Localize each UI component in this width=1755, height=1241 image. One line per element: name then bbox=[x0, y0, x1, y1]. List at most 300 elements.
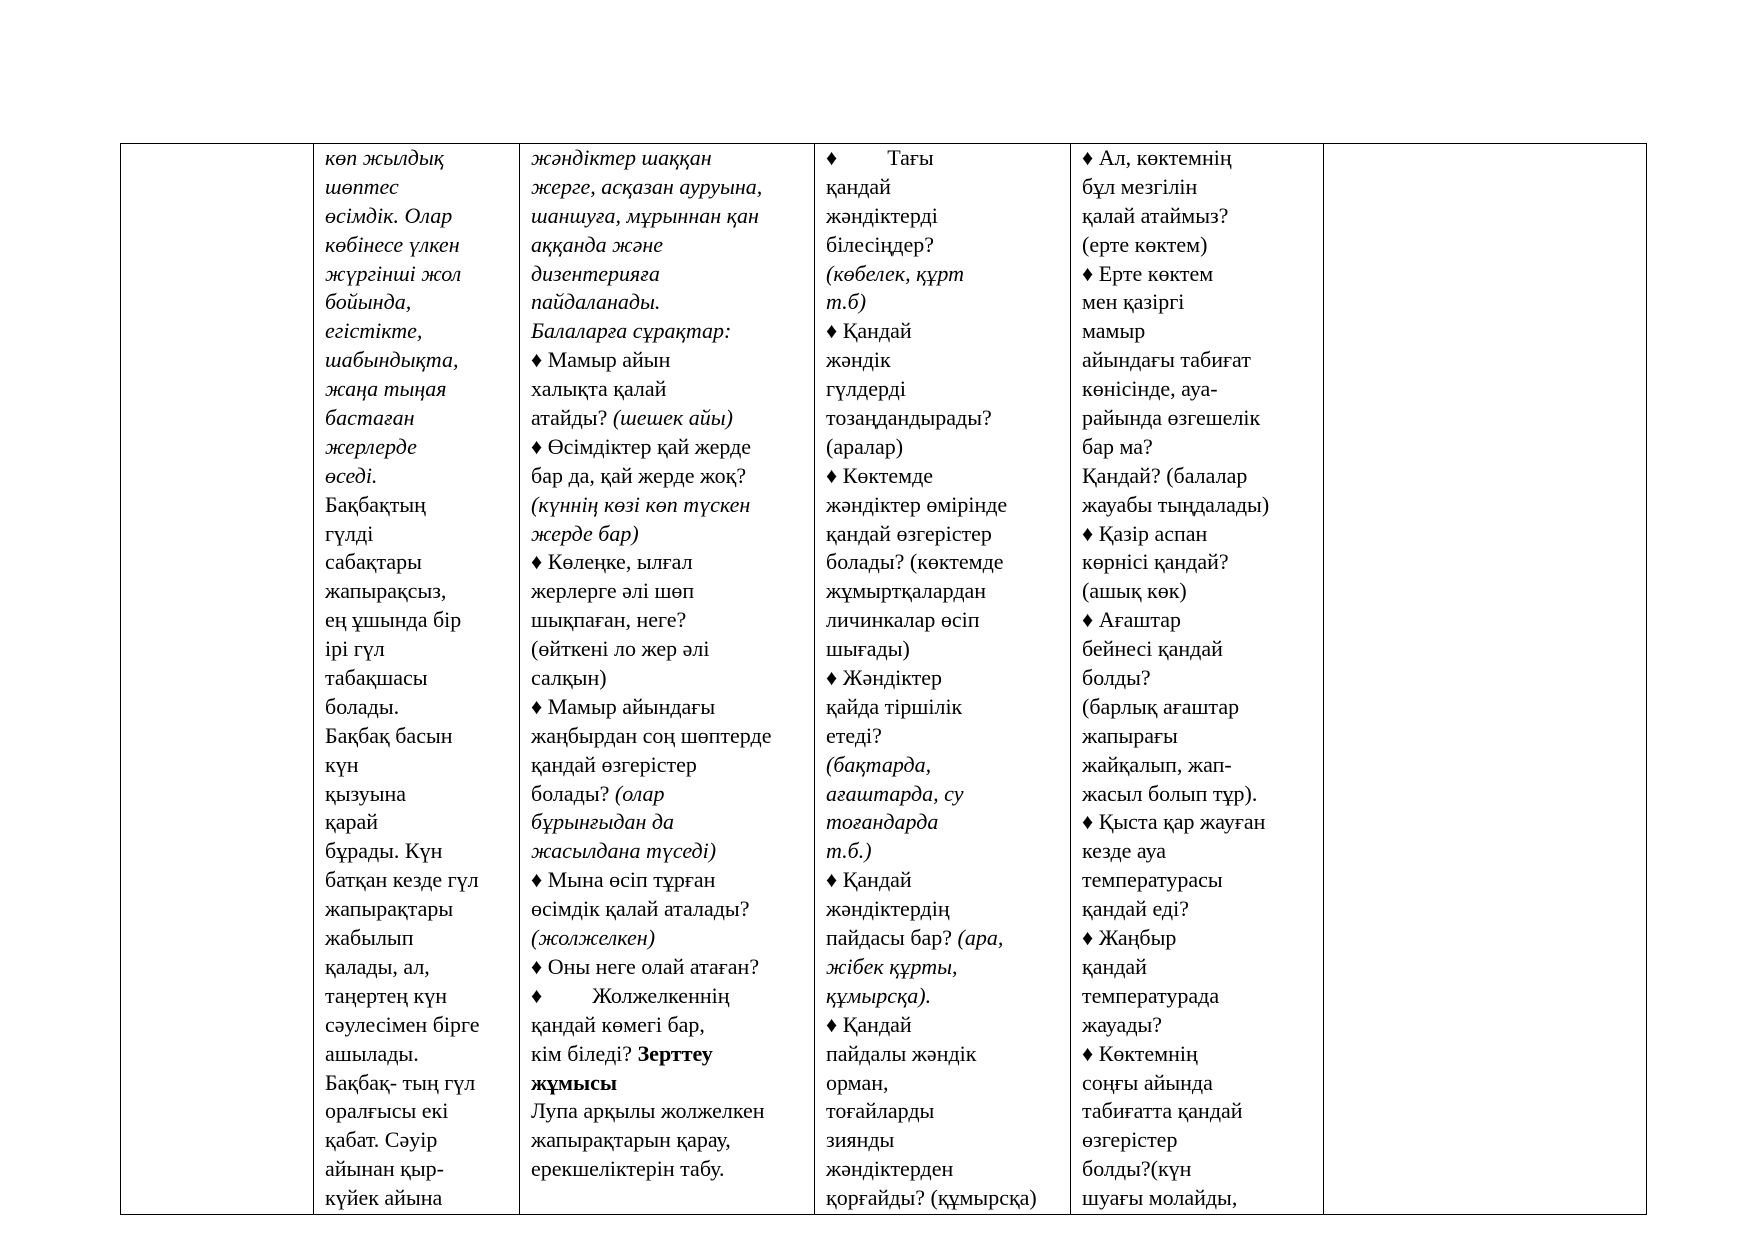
text-line bbox=[1082, 1069, 1312, 1098]
cell-col-6 bbox=[1324, 144, 1647, 1215]
text-line bbox=[325, 1155, 508, 1184]
cell-col-1 bbox=[121, 144, 314, 1215]
text-run: Зерттеу bbox=[637, 1040, 713, 1066]
text-run: (көбелек, құрт bbox=[826, 260, 964, 286]
text-run: бұрынғыдан да bbox=[531, 809, 675, 835]
text-line bbox=[1082, 260, 1312, 289]
text-line bbox=[1082, 1040, 1312, 1069]
text-run: жібек құрты, bbox=[826, 953, 958, 979]
text-run: көрнісі қандай? bbox=[1082, 549, 1229, 575]
text-run: етеді? bbox=[826, 722, 882, 748]
text-line bbox=[1082, 288, 1312, 317]
text-line bbox=[531, 635, 803, 664]
text-run: ♦ Жаңбыр bbox=[1082, 925, 1177, 951]
text-run: (өйткені ло жер әлі bbox=[531, 636, 710, 662]
text-line bbox=[1082, 144, 1312, 173]
text-line bbox=[826, 202, 1059, 231]
text-line bbox=[531, 1126, 803, 1155]
text-run: температурасы bbox=[1082, 867, 1223, 893]
text-line bbox=[1082, 1097, 1312, 1126]
text-run: жерлерге әлі шөп bbox=[531, 578, 695, 604]
text-run: Қандай? (балалар bbox=[1082, 462, 1248, 488]
text-line bbox=[531, 924, 803, 953]
text-run: ірі гүл bbox=[325, 636, 385, 662]
text-run: қабат. Сәуір bbox=[325, 1127, 438, 1153]
text-run: жаңбырдан соң шөптерде bbox=[531, 722, 772, 748]
text-line bbox=[325, 664, 508, 693]
text-run: болды?(күн bbox=[1082, 1156, 1192, 1182]
text-line bbox=[531, 693, 803, 722]
text-run: жәндіктердің bbox=[826, 896, 950, 922]
text-line bbox=[325, 202, 508, 231]
text-line bbox=[325, 635, 508, 664]
text-line bbox=[826, 462, 1059, 491]
bullet-glyph: ♦ bbox=[826, 145, 838, 170]
text-run: тоғайларды bbox=[826, 1098, 935, 1124]
text-run: бұл мезгілін bbox=[1082, 173, 1198, 199]
text-run: мен қазіргі bbox=[1082, 289, 1185, 315]
text-line bbox=[531, 260, 803, 289]
text-run: болады. bbox=[325, 693, 400, 719]
text-line bbox=[1082, 1126, 1312, 1155]
text-run: егістікте, bbox=[325, 318, 423, 344]
text-line bbox=[1082, 375, 1312, 404]
text-line bbox=[826, 693, 1059, 722]
text-line bbox=[531, 317, 803, 346]
text-run: жұмыртқалардан bbox=[826, 578, 987, 604]
text-line bbox=[826, 433, 1059, 462]
text-run: дизентерияға bbox=[531, 260, 660, 286]
text-run: жапырағы bbox=[1082, 722, 1178, 748]
cell-col-4 bbox=[815, 144, 1071, 1215]
text-run: атайды? bbox=[531, 405, 613, 431]
text-line bbox=[826, 982, 1059, 1011]
text-line bbox=[325, 260, 508, 289]
text-run: көнісінде, ауа- bbox=[1082, 376, 1218, 402]
text-run: ең ұшында бір bbox=[325, 607, 462, 633]
text-run: бар ма? bbox=[1082, 433, 1153, 459]
text-run: т.б.) bbox=[826, 838, 872, 864]
text-line bbox=[325, 144, 508, 173]
text-line bbox=[1082, 982, 1312, 1011]
text-line bbox=[531, 144, 803, 173]
text-line bbox=[531, 346, 803, 375]
text-run: бастаған bbox=[325, 405, 415, 431]
text-run: шығады) bbox=[826, 636, 910, 662]
text-run: қандай bbox=[826, 173, 891, 199]
text-run: ♦ Мамыр айындағы bbox=[531, 693, 716, 719]
text-line bbox=[531, 866, 803, 895]
text-line bbox=[826, 404, 1059, 433]
text-line bbox=[531, 895, 803, 924]
text-line bbox=[531, 173, 803, 202]
text-run: ♦ Оны неге олай атаған? bbox=[531, 953, 760, 979]
text-line bbox=[1082, 173, 1312, 202]
text-line bbox=[1082, 1184, 1312, 1213]
text-line bbox=[531, 780, 803, 809]
text-line bbox=[826, 1040, 1059, 1069]
text-line bbox=[325, 433, 508, 462]
text-run: ағаштарда, су bbox=[826, 780, 964, 806]
text-line bbox=[531, 231, 803, 260]
text-run: ♦ Қандай bbox=[826, 1011, 912, 1037]
text-run: ♦ Ерте көктем bbox=[1082, 260, 1214, 286]
text-run: ♦ Көктемнің bbox=[1082, 1040, 1198, 1066]
text-run: ашылады. bbox=[325, 1040, 419, 1066]
text-line bbox=[1082, 808, 1312, 837]
text-run: (күннің көзі көп түскен bbox=[531, 491, 751, 517]
text-run: ♦ Көктемде bbox=[826, 462, 934, 488]
text-line bbox=[826, 1126, 1059, 1155]
text-line bbox=[325, 404, 508, 433]
text-line bbox=[1082, 491, 1312, 520]
table-row bbox=[121, 144, 1647, 1215]
text-run: (жолжелкен) bbox=[531, 925, 656, 951]
text-run: қалады, ал, bbox=[325, 953, 430, 979]
text-run: (ара, bbox=[957, 925, 1004, 951]
text-line bbox=[1082, 751, 1312, 780]
text-line bbox=[325, 895, 508, 924]
text-line bbox=[826, 1097, 1059, 1126]
text-line bbox=[826, 144, 1059, 173]
text-line bbox=[826, 520, 1059, 549]
text-line bbox=[325, 317, 508, 346]
text-run: жерге, асқазан ауруына, bbox=[531, 173, 763, 199]
text-run: жаңа тыңая bbox=[325, 376, 447, 402]
text-run: айындағы табиғат bbox=[1082, 347, 1251, 373]
text-run: личинкалар өсіп bbox=[826, 607, 980, 633]
text-run: (шешек айы) bbox=[612, 405, 733, 431]
text-run: шықпаған, неге? bbox=[531, 607, 687, 633]
text-line bbox=[325, 924, 508, 953]
text-line bbox=[325, 693, 508, 722]
text-line bbox=[826, 288, 1059, 317]
text-line bbox=[826, 1069, 1059, 1098]
text-run: ♦ Ағаштар bbox=[1082, 607, 1181, 633]
text-run: соңғы айында bbox=[1082, 1069, 1213, 1095]
text-run: Жолжелкеннің bbox=[592, 982, 730, 1008]
text-line bbox=[1082, 520, 1312, 549]
text-run: Бақбақ- тың гүл bbox=[325, 1069, 476, 1095]
text-line bbox=[826, 231, 1059, 260]
text-line bbox=[531, 548, 803, 577]
text-run: ♦ Қыста қар жауған bbox=[1082, 809, 1266, 835]
text-run: халықта қалай bbox=[531, 376, 667, 402]
text-line bbox=[531, 577, 803, 606]
text-run: көп жылдық bbox=[325, 145, 445, 170]
text-line bbox=[325, 1184, 508, 1213]
cell-col-5 bbox=[1071, 144, 1324, 1215]
text-line bbox=[826, 953, 1059, 982]
text-line bbox=[531, 462, 803, 491]
text-line bbox=[1082, 837, 1312, 866]
text-line bbox=[325, 548, 508, 577]
text-run: кім біледі? bbox=[531, 1040, 638, 1066]
text-line bbox=[325, 173, 508, 202]
bullet-glyph: ♦ bbox=[531, 982, 543, 1008]
text-run: бейнесі қандай bbox=[1082, 636, 1223, 662]
text-run: Тағы bbox=[887, 145, 934, 170]
text-line bbox=[826, 751, 1059, 780]
text-line bbox=[1082, 202, 1312, 231]
text-line bbox=[1082, 433, 1312, 462]
text-run: аққанда және bbox=[531, 231, 664, 257]
text-line bbox=[826, 924, 1059, 953]
text-line bbox=[531, 722, 803, 751]
text-line bbox=[325, 722, 508, 751]
text-run: өзгерістер bbox=[1082, 1127, 1178, 1153]
text-line bbox=[325, 288, 508, 317]
text-run: батқан кезде гүл bbox=[325, 867, 479, 893]
text-run: Бақбақтың bbox=[325, 491, 426, 517]
text-line bbox=[1082, 664, 1312, 693]
text-line bbox=[531, 1011, 803, 1040]
text-line bbox=[325, 491, 508, 520]
text-line bbox=[531, 751, 803, 780]
text-run: пайдаланады. bbox=[531, 289, 661, 315]
text-line bbox=[325, 375, 508, 404]
text-run: Балаларға сұрақтар: bbox=[531, 318, 732, 344]
text-line bbox=[1082, 577, 1312, 606]
text-run: жапырақтарын қарау, bbox=[531, 1127, 731, 1153]
text-run: өсімдік. Олар bbox=[325, 202, 453, 228]
text-run: ♦ Ал, көктемнің bbox=[1082, 145, 1232, 170]
text-line bbox=[531, 202, 803, 231]
text-line bbox=[1082, 462, 1312, 491]
text-run: тозаңдандырады? bbox=[826, 405, 992, 431]
text-run: пайдасы бар? bbox=[826, 925, 958, 951]
text-run: жауады? bbox=[1082, 1011, 1163, 1037]
text-line bbox=[531, 404, 803, 433]
text-line bbox=[531, 664, 803, 693]
text-run: жауабы тыңдалады) bbox=[1082, 491, 1270, 517]
text-line bbox=[1082, 953, 1312, 982]
text-run: гүлдерді bbox=[826, 376, 906, 402]
text-line bbox=[826, 837, 1059, 866]
lesson-plan-table bbox=[120, 143, 1647, 1215]
text-run: жұмысы bbox=[531, 1069, 618, 1095]
text-run: кезде ауа bbox=[1082, 838, 1167, 864]
text-line bbox=[325, 866, 508, 895]
text-run: зиянды bbox=[826, 1127, 895, 1153]
text-line bbox=[531, 1097, 803, 1126]
text-run: мамыр bbox=[1082, 318, 1146, 344]
text-run: жасылдана түседі) bbox=[531, 838, 717, 864]
cell-col-2 bbox=[314, 144, 520, 1215]
text-line bbox=[826, 317, 1059, 346]
text-run: көбінесе үлкен bbox=[325, 231, 460, 257]
text-run: қандай еді? bbox=[1082, 896, 1190, 922]
text-run: пайдалы жәндік bbox=[826, 1040, 977, 1066]
text-line bbox=[531, 288, 803, 317]
text-run: айынан қыр- bbox=[325, 1156, 444, 1182]
text-run: Лупа арқылы жолжелкен bbox=[531, 1098, 765, 1124]
text-line bbox=[826, 1184, 1059, 1213]
text-line bbox=[325, 751, 508, 780]
text-line bbox=[325, 577, 508, 606]
text-line bbox=[826, 866, 1059, 895]
text-run: т.б) bbox=[826, 289, 867, 315]
text-line bbox=[1082, 317, 1312, 346]
text-run: ерекшеліктерін табу. bbox=[531, 1156, 725, 1182]
text-line bbox=[531, 520, 803, 549]
text-line bbox=[1082, 404, 1312, 433]
text-run: шабындықта, bbox=[325, 347, 459, 373]
text-line bbox=[826, 491, 1059, 520]
text-line bbox=[1082, 548, 1312, 577]
text-line bbox=[826, 780, 1059, 809]
text-run: қарай bbox=[325, 809, 378, 835]
text-run: өсімдік қалай аталады? bbox=[531, 896, 750, 922]
text-line bbox=[826, 664, 1059, 693]
text-line bbox=[325, 1097, 508, 1126]
text-run: (аралар) bbox=[826, 433, 904, 459]
text-line bbox=[1082, 722, 1312, 751]
text-line bbox=[325, 1011, 508, 1040]
text-line bbox=[826, 260, 1059, 289]
text-run: таңертең күн bbox=[325, 982, 448, 1008]
text-line bbox=[826, 722, 1059, 751]
text-run: (ерте көктем) bbox=[1082, 231, 1208, 257]
text-run: салқын) bbox=[531, 665, 607, 691]
text-line bbox=[531, 375, 803, 404]
text-line bbox=[826, 808, 1059, 837]
text-run: жайқалып, жап- bbox=[1082, 751, 1232, 777]
text-line bbox=[826, 548, 1059, 577]
text-line bbox=[531, 1069, 803, 1098]
text-line bbox=[325, 808, 508, 837]
text-line bbox=[325, 982, 508, 1011]
text-line bbox=[1082, 346, 1312, 375]
text-run: шуағы молайды, bbox=[1082, 1185, 1238, 1211]
text-run: Бақбақ басын bbox=[325, 722, 453, 748]
text-run: құмырсқа). bbox=[826, 982, 932, 1008]
text-run: табақшасы bbox=[325, 665, 428, 691]
text-run: жапырақтары bbox=[325, 896, 454, 922]
text-run: күн bbox=[325, 751, 359, 777]
text-run: ♦ Қандай bbox=[826, 867, 912, 893]
text-run: жәндіктер өмірінде bbox=[826, 491, 1008, 517]
text-line bbox=[325, 780, 508, 809]
cell-col-3 bbox=[520, 144, 815, 1215]
text-line bbox=[826, 895, 1059, 924]
text-line bbox=[826, 375, 1059, 404]
text-run: табиғатта қандай bbox=[1082, 1098, 1243, 1124]
text-run: қандай bbox=[1082, 953, 1147, 979]
text-line bbox=[1082, 231, 1312, 260]
text-line bbox=[531, 606, 803, 635]
text-line bbox=[826, 635, 1059, 664]
text-line bbox=[1082, 693, 1312, 722]
text-line bbox=[325, 462, 508, 491]
text-run: қандай көмегі бар, bbox=[531, 1011, 705, 1037]
text-run: тоғандарда bbox=[826, 809, 939, 835]
text-run: жасыл болып тұр). bbox=[1082, 780, 1258, 806]
text-run: шаншуға, мұрыннан қан bbox=[531, 202, 759, 228]
text-line bbox=[826, 1155, 1059, 1184]
text-run: температурада bbox=[1082, 982, 1220, 1008]
text-line bbox=[325, 606, 508, 635]
text-line bbox=[826, 173, 1059, 202]
text-line bbox=[325, 231, 508, 260]
text-run: жәндіктерді bbox=[826, 202, 938, 228]
text-line bbox=[1082, 895, 1312, 924]
text-run: болды? bbox=[1082, 665, 1151, 691]
text-run: қандай өзгерістер bbox=[531, 751, 697, 777]
text-run: білесіңдер? bbox=[826, 231, 934, 257]
text-run: шөптес bbox=[325, 173, 399, 199]
text-run: ♦ Қандай bbox=[826, 318, 912, 344]
text-run: жабылып bbox=[325, 925, 414, 951]
text-run: гүлді bbox=[325, 520, 374, 546]
text-line bbox=[325, 1040, 508, 1069]
text-run: қандай өзгерістер bbox=[826, 520, 992, 546]
text-line bbox=[325, 953, 508, 982]
text-run: (ашық көк) bbox=[1082, 578, 1187, 604]
text-line bbox=[1082, 866, 1312, 895]
text-line bbox=[325, 520, 508, 549]
text-run: күйек айына bbox=[325, 1185, 443, 1211]
text-run: ♦ Мына өсіп тұрған bbox=[531, 867, 716, 893]
text-line bbox=[531, 953, 803, 982]
text-run: жапырақсыз, bbox=[325, 578, 447, 604]
text-run: бұрады. Күн bbox=[325, 838, 443, 864]
text-run: қорғайды? (құмырсқа) bbox=[826, 1185, 1037, 1211]
text-run: (олар bbox=[614, 780, 665, 806]
text-line bbox=[1082, 780, 1312, 809]
text-line bbox=[1082, 1011, 1312, 1040]
text-run: жәндіктерден bbox=[826, 1156, 954, 1182]
text-line bbox=[531, 1155, 803, 1184]
text-run: ♦ Қазір аспан bbox=[1082, 520, 1208, 546]
text-line bbox=[1082, 924, 1312, 953]
text-line bbox=[1082, 1155, 1312, 1184]
text-line bbox=[531, 491, 803, 520]
text-run: болады? (көктемде bbox=[826, 549, 1004, 575]
text-run: оралғысы екі bbox=[325, 1098, 449, 1124]
text-line bbox=[826, 346, 1059, 375]
text-run: жәндіктер шаққан bbox=[531, 145, 712, 170]
text-line bbox=[531, 433, 803, 462]
text-run: ♦ Көлеңке, ылғал bbox=[531, 549, 693, 575]
text-run: қайда тіршілік bbox=[826, 693, 963, 719]
text-run: жерлерде bbox=[325, 433, 417, 459]
text-line bbox=[325, 346, 508, 375]
text-line bbox=[531, 982, 803, 1011]
text-run: жүргінші жол bbox=[325, 260, 462, 286]
text-line bbox=[325, 1126, 508, 1155]
text-run: жерде бар) bbox=[531, 520, 639, 546]
text-run: бар да, қай жерде жоқ? bbox=[531, 462, 747, 488]
text-run: райында өзгешелік bbox=[1082, 405, 1261, 431]
text-run: орман, bbox=[826, 1069, 889, 1095]
text-run: болады? bbox=[531, 780, 615, 806]
text-run: ♦ Мамыр айын bbox=[531, 347, 671, 373]
text-run: сәулесімен бірге bbox=[325, 1011, 480, 1037]
text-line bbox=[826, 1011, 1059, 1040]
text-run: жәндік bbox=[826, 347, 891, 373]
text-run: қызуына bbox=[325, 780, 407, 806]
text-run: (барлық ағаштар bbox=[1082, 693, 1240, 719]
text-line bbox=[1082, 606, 1312, 635]
text-run: өседі. bbox=[325, 462, 378, 488]
text-line bbox=[325, 837, 508, 866]
text-line bbox=[531, 808, 803, 837]
text-run: сабақтары bbox=[325, 549, 422, 575]
text-run: қалай атаймыз? bbox=[1082, 202, 1229, 228]
text-line bbox=[531, 1040, 803, 1069]
text-run: (бақтарда, bbox=[826, 751, 932, 777]
